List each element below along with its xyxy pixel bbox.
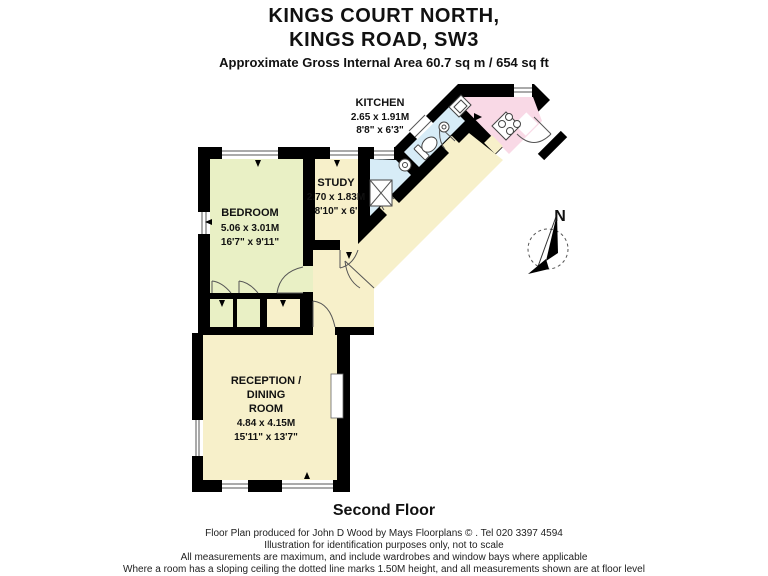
closet-2-floor	[237, 299, 260, 327]
bedroom-name: BEDROOM	[221, 207, 279, 219]
window-study-top	[330, 147, 358, 159]
area-label: Approximate Gross Internal Area 60.7 sq m / 654 sq ft	[219, 55, 549, 70]
north-arrow-icon	[528, 208, 568, 274]
reception-alcove	[331, 374, 343, 418]
landing-wall	[541, 134, 564, 157]
bedroom-label	[221, 207, 280, 248]
reception-name-2: DINING	[246, 389, 286, 401]
page-title-line2: KINGS ROAD, SW3	[289, 29, 479, 51]
window-shower-top	[374, 147, 394, 159]
entrance-door-gap	[520, 118, 532, 130]
window-bedroom-top	[222, 147, 278, 159]
basin-fixture	[399, 159, 411, 171]
reception-metric: 4.84 x 4.15M	[236, 418, 296, 429]
footer-line-4: Where a room has a sloping ceiling the dotted line marks 1.50M height, and all measurements shown are at floor level	[123, 564, 645, 575]
wc-basin-fixture	[439, 122, 449, 132]
reception-imperial: 15'11" x 13'7"	[234, 432, 298, 443]
kitchen-door-gap	[488, 139, 499, 150]
study-name: STUDY	[317, 177, 355, 189]
reception-name-3: ROOM	[248, 403, 284, 415]
study-door-gap	[340, 240, 358, 250]
window-reception-bottom-1	[222, 480, 248, 492]
north-label: N	[554, 208, 566, 225]
reception-door-gap	[313, 327, 335, 335]
window-reception-bottom-2	[282, 480, 333, 492]
study-imperial: 8'10" x 6'	[314, 206, 358, 217]
window-kitchen-top	[514, 84, 532, 97]
shower-fixture	[370, 180, 392, 206]
footer-line-2: Illustration for identification purposes only, not to scale	[264, 540, 504, 551]
footer-line-3: All measurements are maximum, and include wardrobes and window bays where applicable	[180, 552, 588, 563]
kitchen-imperial: 8'8" x 6'3"	[356, 125, 404, 136]
floor-label: Second Floor	[332, 502, 436, 519]
page-title-line1: KINGS COURT NORTH,	[268, 5, 500, 27]
study-metric: 2.70 x 1.83M	[306, 192, 366, 203]
kitchen-label	[351, 97, 409, 136]
bedroom-door-gap	[303, 266, 313, 292]
kitchen-name: KITCHEN	[355, 97, 405, 109]
window-reception-left	[192, 420, 203, 456]
bedroom-imperial: 16'7" x 9'11"	[220, 237, 280, 248]
bedroom-metric: 5.06 x 3.01M	[220, 223, 280, 234]
footer-line-1: Floor Plan produced for John D Wood by Mays Floorplans © . Tel 020 3397 4594	[205, 528, 563, 539]
wc-door-gap	[446, 140, 456, 150]
kitchen-metric: 2.65 x 1.91M	[350, 112, 410, 123]
reception-name-1: RECEPTION /	[230, 375, 302, 387]
